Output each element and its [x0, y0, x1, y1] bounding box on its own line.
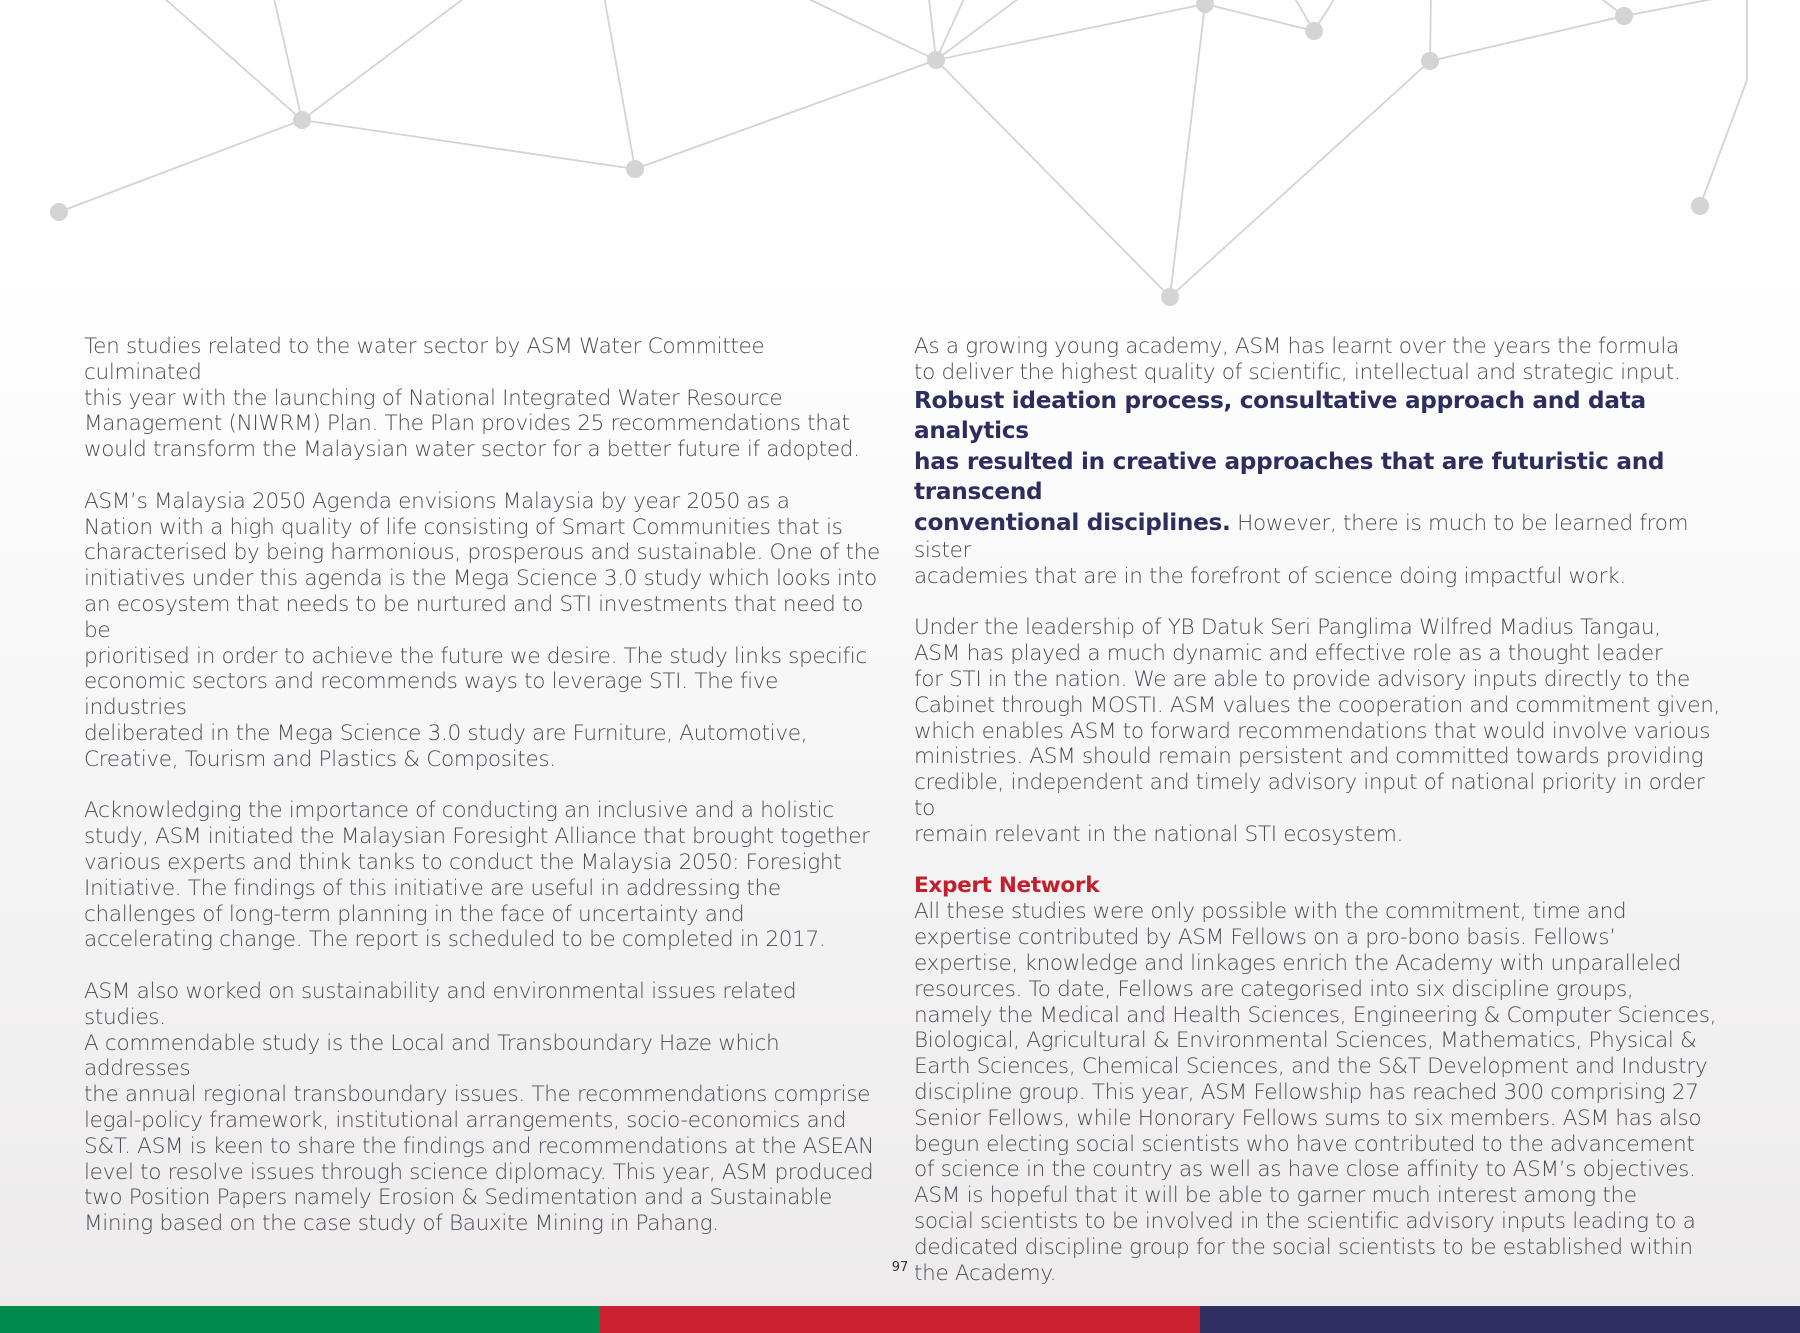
intro-text: As a growing young academy, ASM has learnt over the years the formula to deliver the highest quality of scientific, intellectual and strategic input.	[914, 334, 1681, 385]
water-sector-paragraph: Ten studies related to the water sector by ASM Water Committee culminated this year with the launching of National Integrated Water Resource Management (NIWRM) Plan. The Plan provides 25 recommendations that would transform the Malaysian water sector for a better future if adopted.	[84, 334, 860, 463]
right-text-column	[914, 334, 1724, 1312]
footer-bar-red	[600, 1306, 1200, 1333]
footer-bar-navy	[1200, 1306, 1800, 1333]
left-text-column	[84, 334, 884, 1263]
academy-formula-paragraph	[914, 334, 1724, 590]
sister-academies-text: However, there is much to be learned from sister academies that are in the forefront of science doing impactful work.	[914, 510, 1689, 589]
malaysia-2050-paragraph: ASM’s Malaysia 2050 Agenda envisions Malaysia by year 2050 as a Nation with a high quality of life consisting of Smart Communities that is characterised by being harmonious, prosperous and sustainable. One of the initiatives under this agenda is the Mega Science 3.0 study which looks into an ecosystem that needs to be nurtured and STI investments that need to be prioritised in order to achieve the future we desire. The study links specific economic sectors and recommends ways to leverage STI. The five industries deliberated in the Mega Science 3.0 study are Furniture, Automotive, Creative, Tourism and Plastics & Composites.	[84, 488, 880, 772]
leadership-paragraph: Under the leadership of YB Datuk Seri Panglima Wilfred Madius Tangau, ASM has played a much dynamic and effective role as a thought leader for STI in the nation. We are able to provide advisory inputs directly to the Cabinet through MOSTI. ASM values the cooperation and commitment given, which enables ASM to forward recommendations that would involve various ministries. ASM should remain persistent and committed towards providing credible, independent and timely advisory input of national priority in order to remain relevant in the national STI ecosystem.	[914, 615, 1721, 847]
network-decoration	[0, 0, 1800, 330]
emphasis-text: Robust ideation process, consultative approach and data analytics has resulted in creative approaches that are futuristic and transcend	[914, 386, 1665, 506]
sustainability-paragraph: ASM also worked on sustainability and environmental issues related studies. A commendable study is the Local and Transboundary Haze which addresses the annual regional transboundary issues. The recommendations comprise legal-policy framework, institutional arrangements, socio-economics and S&T. ASM is keen to share the findings and recommendations at the ASEAN level to resolve issues through science diplomacy. This year, ASM produced two Position Papers namely Erosion & Sedimentation and a Sustainable Mining based on the case study of Bauxite Mining in Pahang.	[84, 978, 874, 1237]
page-number: 97	[891, 1260, 909, 1275]
foresight-alliance-paragraph: Acknowledging the importance of conducting an inclusive and a holistic study, ASM initiated the Malaysian Foresight Alliance that brought together various experts and think tanks to conduct the Malaysia 2050: Foresight Initiative. The findings of this initiative are useful in addressing the challenges of long-term planning in the face of uncertainty and accelerating change. The report is scheduled to be completed in 2017.	[84, 798, 870, 953]
footer-bar-green	[0, 1306, 600, 1333]
emphasis-text-end: conventional disciplines.	[914, 508, 1231, 536]
expert-network-paragraph: All these studies were only possible with the commitment, time and expertise contributed by ASM Fellows on a pro-bono basis. Fellows’ expertise, knowledge and linkages enrich the Academy with unparalleled resources. To date, Fellows are categorised into six discipline groups, namely the Medical and Health Sciences, Engineering & Computer Sciences, Biological, Agricultural & Environmental Sciences, Mathematics, Physical & Earth Sciences, Chemical Sciences, and the S&T Development and Industry discipline group. This year, ASM Fellowship has reached 300 comprising 27 Senior Fellows, while Honorary Fellows sums to six members. ASM has also begun electing social scientists who have contributed to the advancement of science in the country as well as have close affinity to ASM’s objectives. ASM is hopeful that it will be able to garner much interest among the social scientists to be involved in the scientific advisory inputs leading to a dedicated discipline group for the social scientists to be established within the Academy.	[914, 899, 1717, 1286]
expert-network-heading: Expert Network	[914, 873, 1100, 899]
